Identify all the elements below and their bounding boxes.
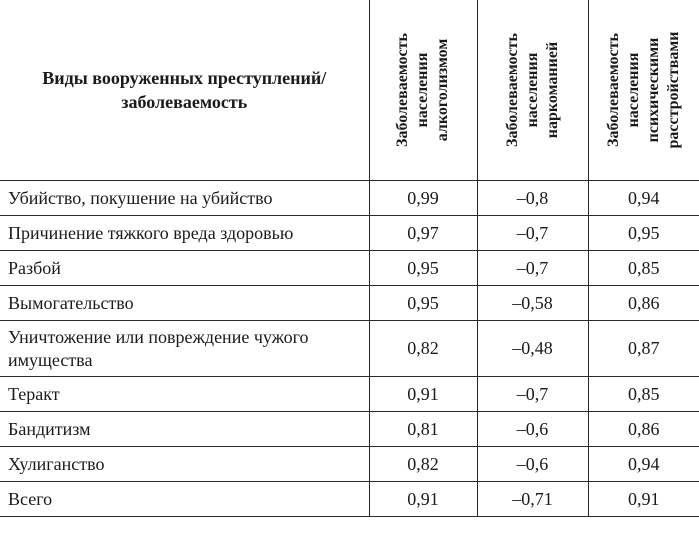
crime-type-cell: Бандитизм: [0, 412, 369, 447]
mental-disorders-value: 0,85: [588, 251, 699, 286]
header-row: [0, 0, 699, 181]
header-mental-disorders-label: Заболеваемость населения психическими расстройствами: [604, 31, 682, 149]
table-row: [0, 321, 699, 377]
mental-disorders-value: 0,87: [588, 321, 699, 377]
table-row: [0, 377, 699, 412]
drug-addiction-value: –0,48: [477, 321, 588, 377]
crime-type-cell: Уничтожение или повреждение чужого имущества: [0, 321, 369, 377]
crime-type-cell: Вымогательство: [0, 286, 369, 321]
header-drug-addiction-label: Заболеваемость населения наркоманией: [503, 33, 561, 147]
drug-addiction-value: –0,7: [477, 377, 588, 412]
drug-addiction-value: –0,58: [477, 286, 588, 321]
crime-type-cell: Хулиганство: [0, 447, 369, 482]
alcoholism-value: 0,82: [369, 321, 477, 377]
table-row: [0, 447, 699, 482]
table-row: [0, 286, 699, 321]
mental-disorders-value: 0,94: [588, 447, 699, 482]
drug-addiction-value: –0,6: [477, 412, 588, 447]
alcoholism-value: 0,81: [369, 412, 477, 447]
header-alcoholism-label: Заболеваемость населения алкоголизмом: [394, 33, 451, 147]
header-mental-disorders: [588, 0, 699, 181]
crime-type-cell: Теракт: [0, 377, 369, 412]
drug-addiction-value: –0,8: [477, 181, 588, 216]
crime-type-cell: Убийство, покушение на убийство: [0, 181, 369, 216]
header-drug-addiction: [477, 0, 588, 181]
crime-type-cell: Всего: [0, 482, 369, 517]
drug-addiction-value: –0,71: [477, 482, 588, 517]
mental-disorders-value: 0,91: [588, 482, 699, 517]
crime-type-cell: Разбой: [0, 251, 369, 286]
header-crime-types: Виды вооруженных преступлений/ заболеваемость: [0, 0, 369, 181]
table-row: [0, 181, 699, 216]
alcoholism-value: 0,95: [369, 251, 477, 286]
alcoholism-value: 0,82: [369, 447, 477, 482]
mental-disorders-value: 0,95: [588, 216, 699, 251]
drug-addiction-value: –0,7: [477, 216, 588, 251]
drug-addiction-value: –0,6: [477, 447, 588, 482]
table-row: [0, 251, 699, 286]
alcoholism-value: 0,95: [369, 286, 477, 321]
mental-disorders-value: 0,85: [588, 377, 699, 412]
alcoholism-value: 0,91: [369, 377, 477, 412]
alcoholism-value: 0,97: [369, 216, 477, 251]
table-row-total: [0, 482, 699, 517]
header-alcoholism: [369, 0, 477, 181]
mental-disorders-value: 0,86: [588, 412, 699, 447]
crime-type-cell: Причинение тяжкого вреда здоровью: [0, 216, 369, 251]
drug-addiction-value: –0,7: [477, 251, 588, 286]
mental-disorders-value: 0,94: [588, 181, 699, 216]
alcoholism-value: 0,91: [369, 482, 477, 517]
table-row: [0, 216, 699, 251]
alcoholism-value: 0,99: [369, 181, 477, 216]
table-row: [0, 412, 699, 447]
mental-disorders-value: 0,86: [588, 286, 699, 321]
